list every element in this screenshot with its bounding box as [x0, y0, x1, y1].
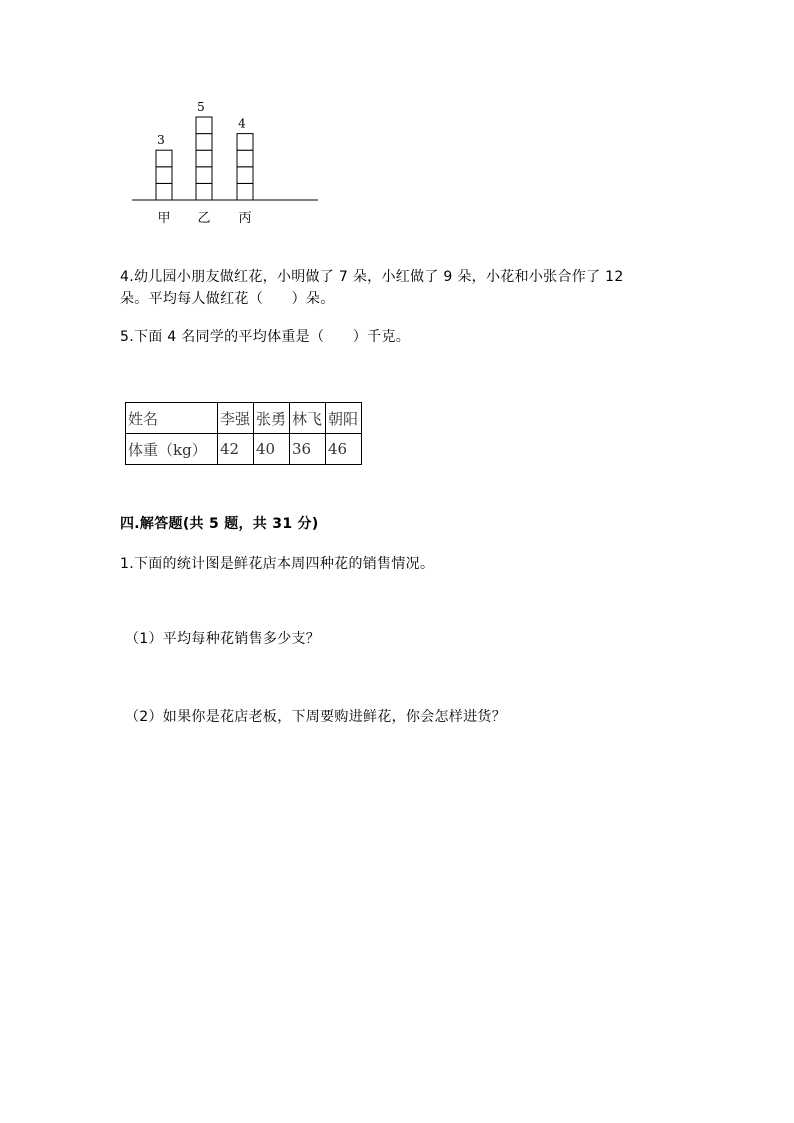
bar-block-丙 [237, 183, 253, 200]
bar-block-乙 [196, 183, 212, 200]
table-row [126, 403, 362, 434]
weight-table [125, 402, 362, 465]
bar-block-丙 [237, 134, 253, 151]
bar-block-甲 [156, 167, 172, 184]
question-4-line-1: 4.幼儿园小朋友做红花，小明做了 7 朵，小红做了 9 朵，小花和小张合作了 12 [120, 269, 624, 285]
question-4-line-2: 朵。平均每人做红花（ ）朵。 [120, 291, 335, 307]
table-cell: 朝阳 [326, 403, 362, 434]
question-5-text: 5.下面 4 名同学的平均体重是（ ）千克。 [120, 329, 411, 345]
table-cell: 李强 [218, 403, 254, 434]
table-cell: 张勇 [254, 403, 290, 434]
bar-block-乙 [196, 150, 212, 167]
table-row [126, 434, 362, 465]
bar-block-乙 [196, 117, 212, 134]
section-4-question-1: 1.下面的统计图是鲜花店本周四种花的销售情况。 [120, 556, 435, 572]
block-bar-chart [0, 0, 794, 240]
bar-value-label: 5 [197, 100, 205, 114]
bar-block-乙 [196, 134, 212, 151]
table-cell: 林飞 [290, 403, 326, 434]
bar-block-丙 [237, 150, 253, 167]
table-cell: 46 [326, 434, 362, 465]
sub-question-2: （2）如果你是花店老板，下周要购进鲜花，你会怎样进货？ [125, 709, 507, 725]
section-4-heading: 四.解答题(共 5 题，共 31 分) [120, 516, 319, 532]
table-cell: 40 [254, 434, 290, 465]
table-cell: 42 [218, 434, 254, 465]
table-cell: 姓名 [126, 403, 218, 434]
bar-block-丙 [237, 167, 253, 184]
category-label: 乙 [197, 211, 211, 226]
table-cell: 体重（kg） [126, 434, 218, 465]
bar-value-label: 3 [157, 133, 165, 148]
category-label: 甲 [157, 211, 171, 226]
category-label: 丙 [238, 211, 252, 226]
bar-block-甲 [156, 183, 172, 200]
bar-block-乙 [196, 167, 212, 184]
table-cell: 36 [290, 434, 326, 465]
sub-question-1: （1）平均每种花销售多少支？ [125, 631, 321, 647]
bar-value-label: 4 [238, 116, 246, 131]
bar-block-甲 [156, 150, 172, 167]
